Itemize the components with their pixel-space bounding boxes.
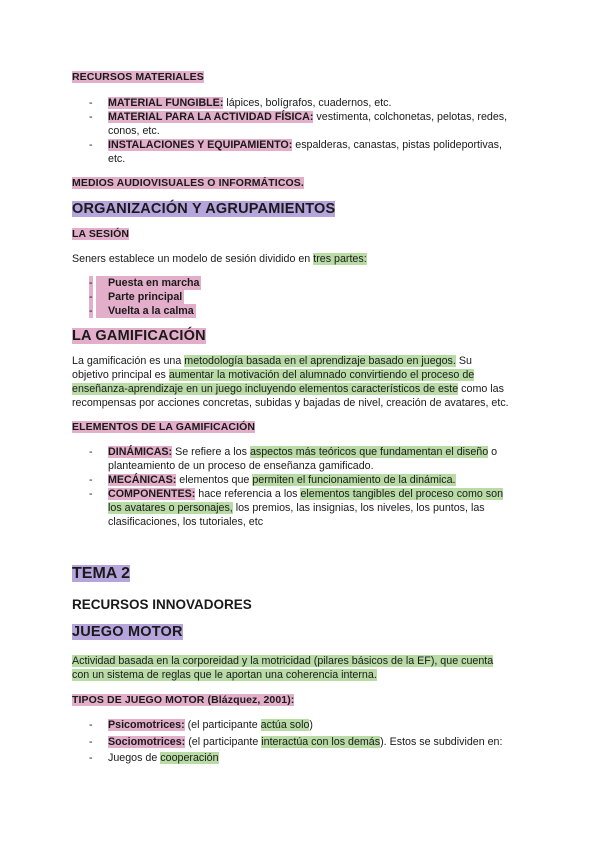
list-item-continuation: planteamiento de un proceso de enseñanza gamificado.	[108, 460, 374, 472]
heading-tema-2: TEMA 2	[72, 565, 131, 582]
paragraph-sesion: Seners establece un modelo de sesión dividido en tres partes:	[72, 253, 367, 265]
heading-tipos-juego: TIPOS DE JUEGO MOTOR (Blázquez, 2001):	[72, 694, 295, 706]
document-page: RECURSOS MATERIALES - MATERIAL FUNGIBLE: lápices, bolígrafos, cuadernos, etc. - MATERIAL PARA LA ACTIVIDAD FÍSICA: vestimenta, colchonetas, pelotas, redes, conos, etc. - INSTALACIONES Y EQUIPAMIENTO: espalderas, canastas, pistas polideportivas, etc. MEDIOS AUDIOVISUALES O INFORMÁTICOS. ORGANIZACIÓN Y AGRUPAMIENTOS LA SESIÓN Seners establece un modelo de sesión dividido en tres partes: - Puesta en marcha - Parte principal - Vuelta a la calma LA GAMIFICACIÓN La gamificación es una metodología basada en el aprendizaje basado en juegos. Su objetivo principal es aumentar la motivación del alumnado convirtiendo el proceso de enseñanza-aprendizaje en un juego incluyendo elementos característicos de este como las recompensas por acciones concretas, subidas y bajadas de nivel, creación de avatares, etc. ELEMENTOS DE LA GAMIFICACIÓN - DINÁMICAS: Se refiere a los aspectos más teóricos que fundamentan el diseño o planteamiento de un proceso de enseñanza gamificado. - MECÁNICAS: elementos que permiten el funcionamiento de la dinámica. - COMPONENTES: hace referencia a los elementos tangibles del proceso como son los avatares o personajes, los premios, las insignias, los niveles, los puntos, las clasificaciones, los tutoriales, etc TEMA 2 RECURSOS INNOVADORES JUEGO MOTOR Actividad basada en la corporeidad y la motricidad (pilares básicos de la EF), que cuenta con un sistema de reglas que le aportan una coherencia interna. TIPOS DE JUEGO MOTOR (Blázquez, 2001): - Psicomotrices: (el participante actúa solo) - Sociomotrices: (el participante interactúa con los demás). Estos se subdividen en: - Juegos de cooperación	[72, 71, 509, 764]
heading-juego-motor: JUEGO MOTOR	[72, 624, 183, 640]
paragraph-line: objetivo principal es aumentar la motivación del alumnado convirtiendo el proceso de	[72, 369, 475, 381]
list-item-continuation: conos, etc.	[108, 125, 160, 137]
list-item-continuation: clasificaciones, los tutoriales, etc	[108, 516, 264, 528]
list-item-continuation: los avatares o personajes, los premios, las insignias, los niveles, los puntos, las	[108, 502, 485, 514]
heading-organizacion: ORGANIZACIÓN Y AGRUPAMIENTOS	[72, 201, 336, 217]
heading-medios: MEDIOS AUDIOVISUALES O INFORMÁTICOS.	[72, 177, 304, 189]
list-item-continuation: etc.	[108, 153, 126, 165]
heading-la-gamificacion: LA GAMIFICACIÓN	[72, 328, 206, 344]
paragraph-line: enseñanza-aprendizaje en un juego incluyendo elementos característicos de este como las	[72, 383, 504, 395]
paragraph-line: Actividad basada en la corporeidad y la motricidad (pilares básicos de la EF), que cuenta	[72, 655, 494, 667]
paragraph-line: La gamificación es una metodología basada en el aprendizaje basado en juegos. Su	[72, 355, 472, 367]
heading-la-sesion: LA SESIÓN	[72, 228, 130, 240]
paragraph-line: recompensas por acciones concretas, subidas y bajadas de nivel, creación de avatares, etc.	[72, 397, 509, 409]
heading-recursos-materiales: RECURSOS MATERIALES	[72, 71, 204, 83]
paragraph-line: con un sistema de reglas que le aportan una coherencia interna.	[72, 669, 377, 681]
heading-elementos: ELEMENTOS DE LA GAMIFICACIÓN	[72, 421, 256, 433]
heading-recursos-innovadores: RECURSOS INNOVADORES	[72, 597, 252, 612]
